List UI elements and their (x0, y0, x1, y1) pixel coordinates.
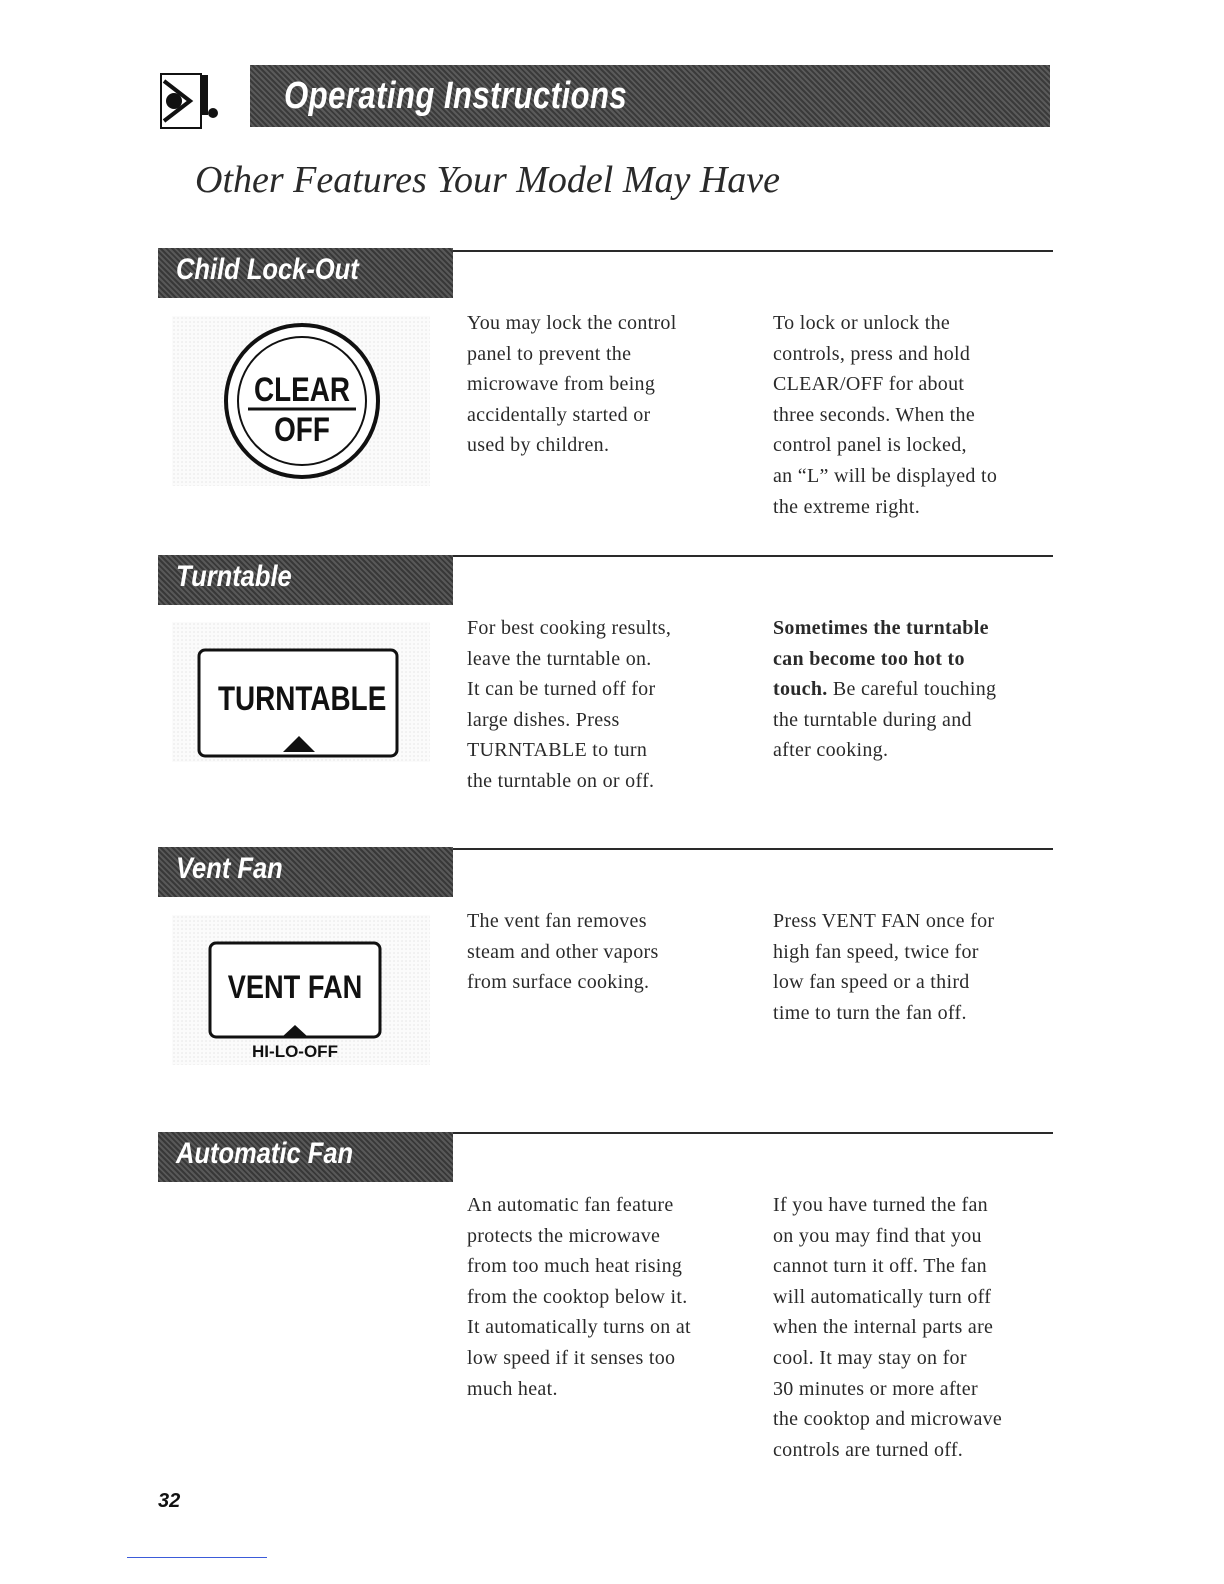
automatic-fan-text-right: If you have turned the fan on you may find that you cannot turn it off. The fan will automatically turn off when the internal parts are cool. It may stay on for 30 minutes or more after the cooktop and microwave controls are turned off. (773, 1194, 1003, 1461)
section-rule (453, 848, 1053, 850)
clear-off-key-illustration (172, 316, 430, 486)
section-title: Automatic Fan (176, 1137, 354, 1170)
section-title: Turntable (176, 560, 292, 593)
footer-rule (127, 1557, 267, 1558)
vent-fan-key-illustration (172, 915, 430, 1065)
key-sub-label: HI-LO-OFF (252, 1042, 338, 1061)
page-title: Operating Instructions (284, 74, 628, 117)
section-title: Child Lock-Out (176, 253, 359, 286)
section-header-child-lock-out (158, 248, 453, 298)
cook-tab-icon (160, 73, 220, 129)
automatic-fan-text-left: An automatic fan feature protects the microwave from too much heat rising from the cooktop below it. It automatically turns on at low speed if it senses too much heat. (467, 1194, 691, 1400)
vent-fan-text-left: The vent fan removes steam and other vapors from surface cooking. (467, 910, 659, 994)
section-header-automatic-fan (158, 1132, 453, 1182)
section-header-vent-fan (158, 847, 453, 897)
vent-fan-text-right: Press VENT FAN once for high fan speed, twice for low fan speed or a third time to turn the fan off. (773, 910, 995, 1024)
section-header-turntable (158, 555, 453, 605)
turntable-text-right: Sometimes the turntable can become too hot to touch. Be careful touching the turntable during and after cooking. (773, 617, 997, 762)
key-label-clear: CLEAR (253, 371, 351, 409)
child-lock-text-left: You may lock the control panel to prevent the microwave from being accidentally started or used by children. (467, 312, 677, 457)
section-rule (453, 1132, 1053, 1134)
turntable-key-illustration (172, 622, 430, 762)
key-label-off: OFF (274, 411, 330, 449)
key-label-turntable: TURNTABLE (218, 680, 387, 718)
child-lock-text-right: To lock or unlock the controls, press and hold CLEAR/OFF for about three seconds. When the control panel is locked, an “L” will be displayed to the extreme right. (773, 312, 998, 518)
section-rule (453, 555, 1053, 557)
section-rule (453, 250, 1053, 252)
page-number: 32 (158, 1490, 181, 1512)
key-label-vent-fan: VENT FAN (227, 969, 363, 1005)
page-subtitle: Other Features Your Model May Have (195, 159, 781, 201)
section-title: Vent Fan (176, 852, 283, 885)
header-banner (250, 65, 1050, 127)
turntable-text-left: For best cooking results, leave the turntable on. It can be turned off for large dishes. Press TURNTABLE to turn the turntable on or off. (467, 617, 672, 792)
